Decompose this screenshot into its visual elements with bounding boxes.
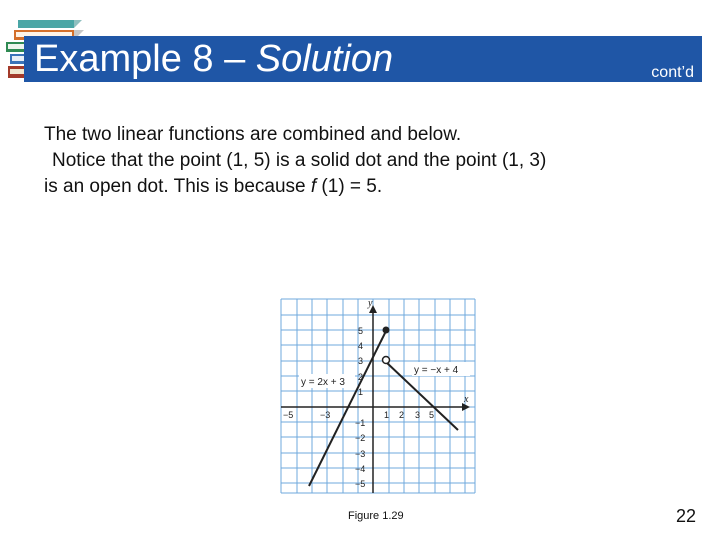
x-tick: 2 (399, 410, 405, 420)
y-tick: −5 (355, 479, 366, 489)
paragraph-3-a: is an open dot. This is because (44, 176, 311, 197)
y-tick: 3 (358, 356, 364, 366)
y-tick: 5 (358, 326, 364, 336)
x-tick: 1 (384, 410, 390, 420)
equation-left: y = 2x + 3 (301, 377, 345, 388)
paragraph-2: Notice that the point (1, 5) is a solid dot and the point (1, 3) (52, 150, 547, 171)
y-tick: −2 (355, 433, 366, 443)
y-tick: 2 (358, 372, 364, 382)
x-tick: 5 (429, 410, 435, 420)
paragraph-3-b: (1) = 5. (316, 176, 383, 197)
function-graph (278, 296, 478, 496)
equation-right: y = −x + 4 (414, 365, 459, 376)
slide-title (34, 38, 393, 80)
solid-dot (383, 327, 390, 334)
x-tick: −3 (320, 410, 331, 420)
body-text (44, 122, 694, 200)
y-tick: 1 (358, 387, 364, 397)
paragraph-3 (44, 174, 694, 200)
y-tick: −4 (355, 464, 366, 474)
y-axis-label: y (368, 298, 373, 309)
y-tick: 4 (358, 341, 364, 351)
x-tick: −5 (283, 410, 294, 420)
title-italic: Solution (255, 38, 394, 80)
open-dot (383, 357, 390, 364)
page-number: 22 (675, 506, 696, 526)
y-tick: −1 (355, 418, 366, 428)
paragraph-3-f: f (310, 176, 317, 197)
x-axis-label: x (464, 394, 469, 405)
y-tick: −3 (355, 449, 366, 459)
continued-label: cont’d (651, 64, 694, 81)
figure-caption: Figure 1.29 (348, 510, 404, 522)
paragraph-1: The two linear functions are combined and below. (44, 124, 462, 145)
x-tick: 3 (415, 410, 421, 420)
title-main: Example 8 – (34, 38, 256, 80)
